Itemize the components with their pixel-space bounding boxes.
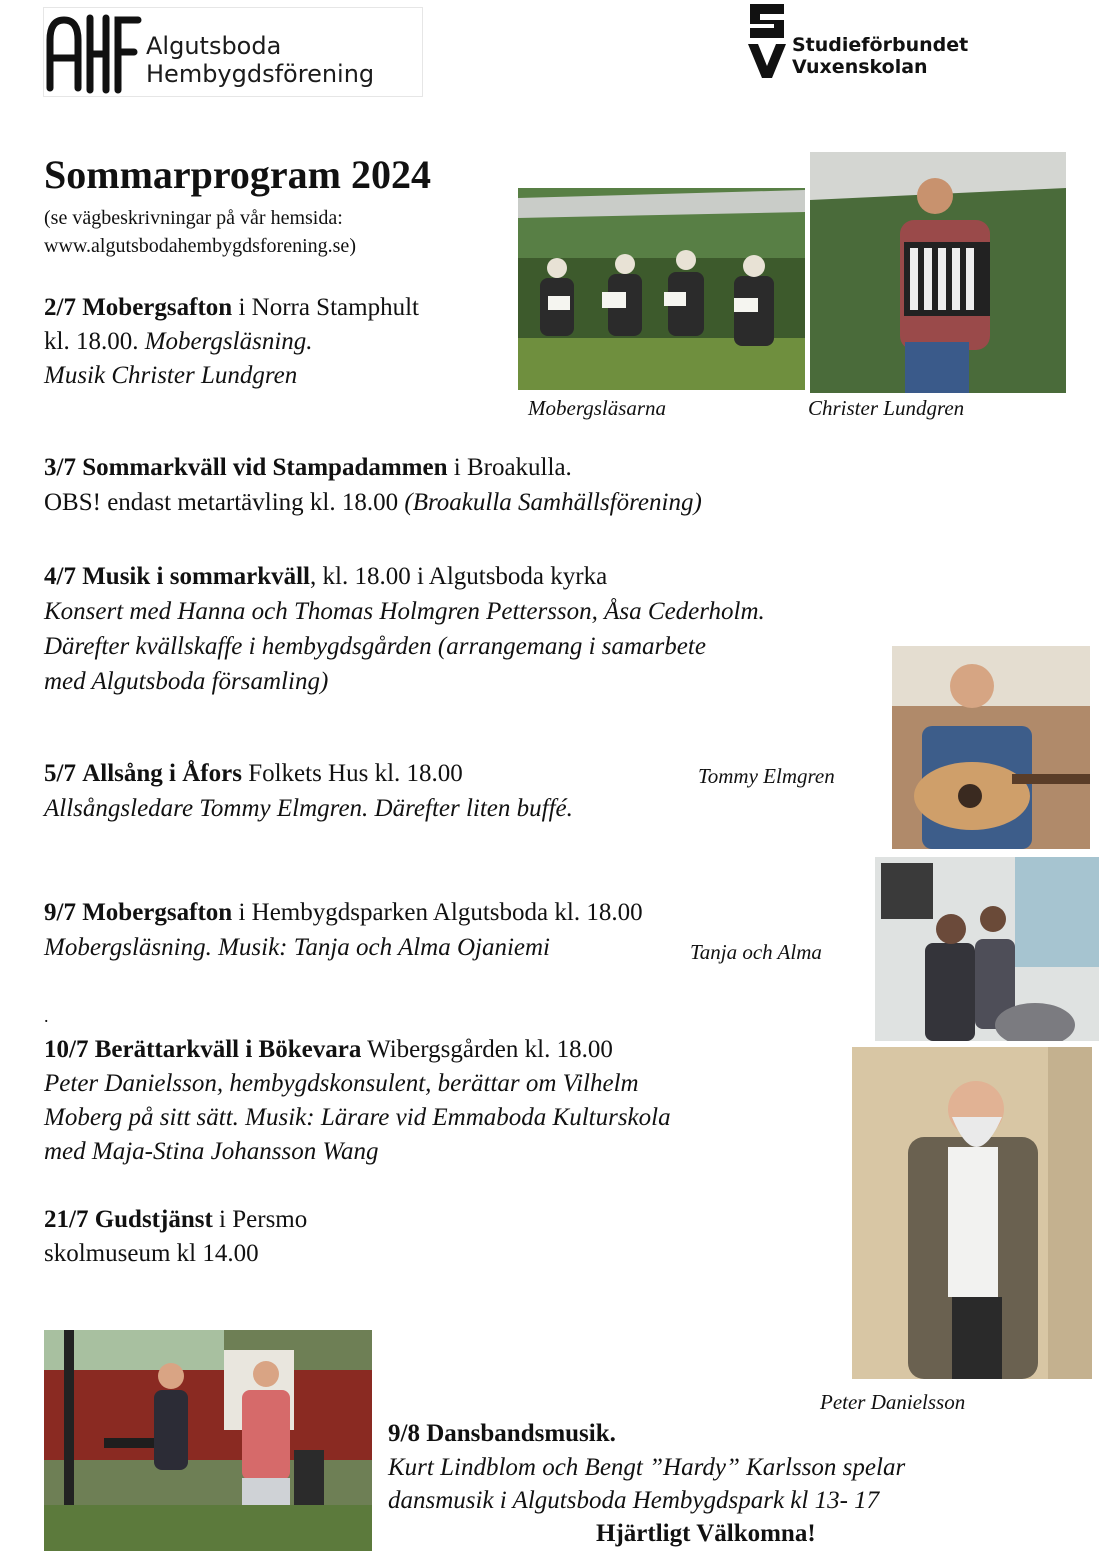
event-detail: OBS! endast metartävling kl. 18.00 xyxy=(44,489,405,516)
ahf-monogram-icon xyxy=(44,8,144,98)
event-musik-line4: med Algutsboda församling) xyxy=(44,668,329,695)
event-date: 9/7 xyxy=(44,899,76,926)
readers-photo xyxy=(518,188,805,390)
event-note: Mobergsläsning. xyxy=(144,328,313,355)
event-date: 2/7 xyxy=(44,294,76,321)
event-place: i Broakulla. xyxy=(447,454,572,481)
event-allsang-line2: Allsångsledare Tommy Elmgren. Därefter liten buffé. xyxy=(44,795,573,822)
event-name: Berättarkväll i Bökevara xyxy=(94,1036,362,1063)
event-name: Musik i sommarkväll xyxy=(82,563,310,590)
event-dansband-line2: Kurt Lindblom och Bengt ”Hardy” Karlsson spelar xyxy=(388,1454,906,1481)
event-date: 3/7 xyxy=(44,454,76,481)
tommy-photo xyxy=(892,646,1090,849)
event-mobergsafton2-heading xyxy=(44,899,643,927)
stray-dot: . xyxy=(44,1006,49,1026)
event-musik-line2: Konsert med Hanna och Thomas Holmgren Pettersson, Åsa Cederholm. xyxy=(44,598,765,625)
event-name: Mobergsafton xyxy=(82,899,233,926)
event-organizer: (Broakulla Samhällsförening) xyxy=(404,489,702,516)
event-mobergsafton-time xyxy=(44,328,313,356)
event-musik-line3: Därefter kvällskaffe i hembygdsgården (arrangemang i samarbete xyxy=(44,633,706,660)
event-name: Sommarkväll vid Stampadammen xyxy=(82,454,448,481)
caption-tanja-alma: Tanja och Alma xyxy=(690,940,822,964)
page-title: Sommarprogram 2024 xyxy=(44,152,431,197)
event-stampadammen-heading xyxy=(44,454,572,482)
event-name: Gudstjänst xyxy=(94,1206,213,1233)
caption-tommy: Tommy Elmgren xyxy=(698,764,835,788)
event-place: Folkets Hus kl. 18.00 xyxy=(241,760,463,787)
event-name: Allsång i Åfors xyxy=(82,760,242,787)
event-place: i Norra Stamphult xyxy=(232,294,419,321)
band-photo xyxy=(44,1330,372,1551)
event-berattarkvall-line3: Moberg på sitt sätt. Musik: Lärare vid Emmaboda Kulturskola xyxy=(44,1104,671,1131)
event-berattarkvall-line4: med Maja-Stina Johansson Wang xyxy=(44,1138,379,1165)
sv-logo-line1: Studieförbundet xyxy=(792,34,969,56)
event-musik-heading xyxy=(44,563,607,591)
ahf-logo xyxy=(43,7,423,97)
event-mobergsafton2-line2: Mobergsläsning. Musik: Tanja och Alma Ojaniemi xyxy=(44,934,551,961)
event-berattarkvall-line2: Peter Danielsson, hembygdskonsulent, berättar om Vilhelm xyxy=(44,1070,639,1097)
event-date: 4/7 xyxy=(44,563,76,590)
event-berattarkvall-heading xyxy=(44,1036,613,1064)
event-dansband-line3: dansmusik i Algutsboda Hembygdspark kl 13- 17 xyxy=(388,1487,880,1514)
sv-logo xyxy=(742,0,1012,82)
event-date: 5/7 xyxy=(44,760,76,787)
event-mobergsafton-heading xyxy=(44,294,419,322)
event-mobergsafton-music: Musik Christer Lundgren xyxy=(44,362,298,389)
event-time: kl. 18.00. xyxy=(44,328,139,355)
caption-peter: Peter Danielsson xyxy=(820,1390,966,1414)
subtitle-line1: (se vägbeskrivningar på vår hemsida: xyxy=(44,207,343,229)
event-place: Wibergsgården kl. 18.00 xyxy=(361,1036,613,1063)
caption-readers: Mobergsläsarna xyxy=(528,396,667,420)
christer-photo xyxy=(810,152,1066,393)
event-allsang-heading xyxy=(44,760,463,788)
closing-welcome: Hjärtligt Välkomna! xyxy=(596,1520,816,1547)
event-gudstjanst-heading xyxy=(44,1206,307,1234)
event-date: 10/7 xyxy=(44,1036,89,1063)
event-date: 21/7 xyxy=(44,1206,89,1233)
subtitle-website: www.algutsbodahembygdsforening.se) xyxy=(44,235,356,257)
sv-logo-line2: Vuxenskolan xyxy=(792,56,928,78)
event-place: i Hembygdsparken Algutsboda kl. 18.00 xyxy=(232,899,643,926)
event-stampadammen-details xyxy=(44,489,702,517)
event-place: , kl. 18.00 i Algutsboda kyrka xyxy=(310,563,608,590)
sv-emblem-icon xyxy=(746,0,788,80)
event-gudstjanst-line2: skolmuseum kl 14.00 xyxy=(44,1240,259,1267)
caption-christer: Christer Lundgren xyxy=(808,396,965,420)
event-place: i Persmo xyxy=(212,1206,308,1233)
ahf-logo-line2: Hembygdsförening xyxy=(146,60,375,88)
ahf-logo-line1: Algutsboda xyxy=(146,32,282,60)
tanja-alma-photo xyxy=(875,857,1099,1041)
event-name: Mobergsafton xyxy=(82,294,233,321)
event-dansband-heading: 9/8 Dansbandsmusik. xyxy=(388,1420,616,1447)
peter-photo xyxy=(852,1047,1092,1379)
